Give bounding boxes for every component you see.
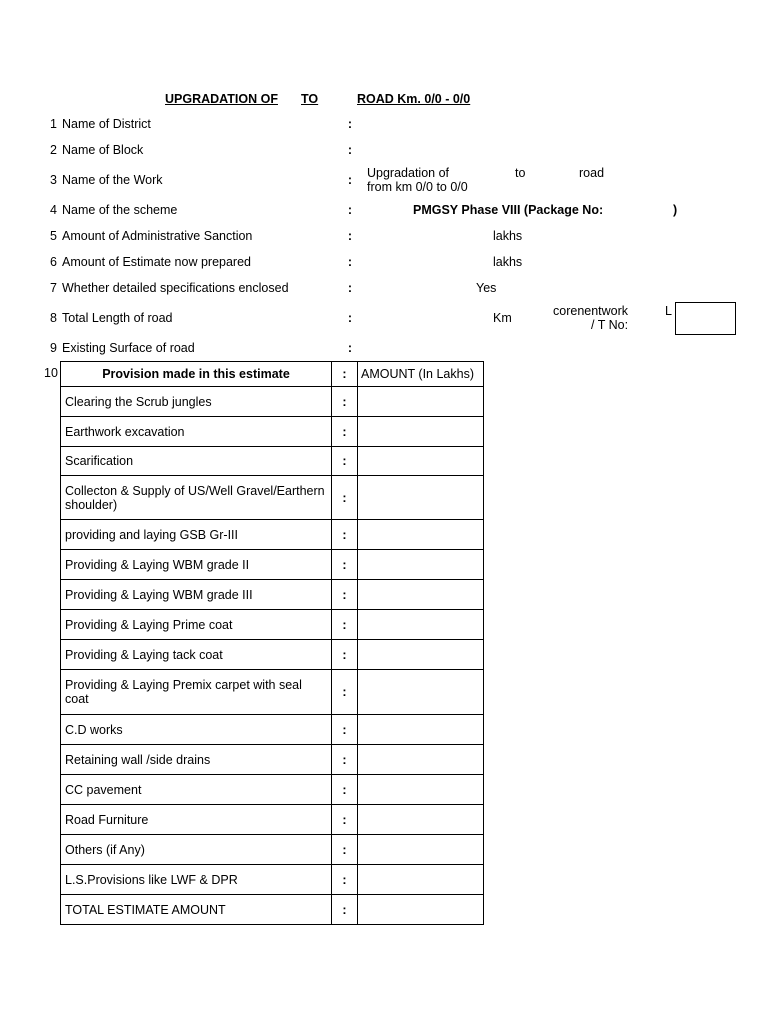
provision-item-label: Scarification — [61, 447, 332, 476]
row-number-4: 4 — [50, 203, 57, 217]
provision-item-colon: : — [332, 387, 358, 417]
scheme-close-paren: ) — [673, 203, 678, 217]
provision-item-label: providing and laying GSB Gr-III — [61, 520, 332, 550]
provision-header-label: Provision made in this estimate — [61, 362, 332, 387]
row-number-9: 9 — [50, 341, 57, 355]
row-colon-2: : — [347, 143, 353, 157]
table-row — [61, 715, 484, 745]
provision-header-colon: : — [332, 362, 358, 387]
row-label-district: Name of District — [62, 117, 151, 131]
row-colon-5: : — [347, 229, 353, 243]
row-colon-7: : — [347, 281, 353, 295]
table-row — [61, 610, 484, 640]
provision-item-label: Providing & Laying Prime coat — [61, 610, 332, 640]
table-row — [61, 895, 484, 925]
provision-item-amount-cell[interactable] — [358, 417, 484, 447]
provision-item-colon: : — [332, 805, 358, 835]
table-row — [61, 447, 484, 476]
estimate-unit: lakhs — [493, 255, 523, 269]
provision-item-colon: : — [332, 610, 358, 640]
row-number-6: 6 — [50, 255, 57, 269]
provision-header-amount: AMOUNT (In Lakhs) — [358, 362, 484, 387]
row-colon-8: : — [347, 311, 353, 325]
provision-item-label: L.S.Provisions like LWF & DPR — [61, 865, 332, 895]
provision-item-label: Providing & Laying WBM grade III — [61, 580, 332, 610]
provision-item-label: CC pavement — [61, 775, 332, 805]
row-number-1: 1 — [50, 117, 57, 131]
provision-item-amount-cell[interactable] — [358, 476, 484, 520]
title-part-upgradation: UPGRADATION OF — [165, 92, 278, 106]
table-row — [61, 476, 484, 520]
provision-item-amount-cell[interactable] — [358, 835, 484, 865]
work-value-to: to — [515, 166, 526, 180]
row-label-block: Name of Block — [62, 143, 144, 157]
row-colon-1: : — [347, 117, 353, 131]
corenetwork-label: corenentwork — [553, 304, 629, 318]
provision-item-colon: : — [332, 835, 358, 865]
provision-item-colon: : — [332, 550, 358, 580]
row-label-scheme: Name of the scheme — [62, 203, 178, 217]
table-row — [61, 865, 484, 895]
provision-item-amount-cell[interactable] — [358, 550, 484, 580]
work-value-upgradation-of: Upgradation of — [367, 166, 450, 180]
table-row — [61, 550, 484, 580]
provision-item-label: Road Furniture — [61, 805, 332, 835]
row-colon-4: : — [347, 203, 353, 217]
provision-item-label: TOTAL ESTIMATE AMOUNT — [61, 895, 332, 925]
provision-item-label: Clearing the Scrub jungles — [61, 387, 332, 417]
provision-item-amount-cell[interactable] — [358, 670, 484, 715]
corenetwork-L: L — [665, 304, 672, 318]
length-unit: Km — [493, 311, 512, 325]
provision-item-amount-cell[interactable] — [358, 520, 484, 550]
title-part-road-km: ROAD Km. 0/0 - 0/0 — [357, 92, 471, 106]
scheme-value: PMGSY Phase VIII (Package No: — [413, 203, 604, 217]
work-value-km-range: from km 0/0 to 0/0 — [367, 180, 468, 194]
provision-item-colon: : — [332, 670, 358, 715]
table-row — [61, 387, 484, 417]
row-colon-9: : — [347, 341, 353, 355]
provision-item-label: Providing & Laying tack coat — [61, 640, 332, 670]
row-number-10: 10 — [44, 366, 58, 380]
table-row — [61, 520, 484, 550]
provision-item-colon: : — [332, 580, 358, 610]
provision-item-colon: : — [332, 895, 358, 925]
row-label-admin-sanction: Amount of Administrative Sanction — [62, 229, 253, 243]
provision-item-label: Earthwork excavation — [61, 417, 332, 447]
row-label-existing-surface: Existing Surface of road — [62, 341, 195, 355]
row-label-specifications: Whether detailed specifications enclosed — [62, 281, 289, 295]
provision-item-amount-cell[interactable] — [358, 745, 484, 775]
table-row — [61, 580, 484, 610]
table-row — [61, 417, 484, 447]
provision-item-amount-cell[interactable] — [358, 775, 484, 805]
row-label-estimate: Amount of Estimate now prepared — [62, 255, 251, 269]
row-label-work: Name of the Work — [62, 173, 163, 187]
admin-sanction-unit: lakhs — [493, 229, 523, 243]
provision-item-label: Retaining wall /side drains — [61, 745, 332, 775]
row-number-8: 8 — [50, 311, 57, 325]
corenetwork-number-box[interactable] — [675, 302, 736, 335]
row-colon-6: : — [347, 255, 353, 269]
row-number-2: 2 — [50, 143, 57, 157]
provision-item-colon: : — [332, 745, 358, 775]
table-row — [61, 745, 484, 775]
provision-item-label: Collecton & Supply of US/Well Gravel/Earthern shoulder) — [61, 476, 332, 520]
provision-header-row — [61, 362, 484, 387]
row-number-3: 3 — [50, 173, 57, 187]
row-label-length: Total Length of road — [62, 311, 173, 325]
provision-item-amount-cell[interactable] — [358, 387, 484, 417]
provision-item-colon: : — [332, 447, 358, 476]
table-row — [61, 835, 484, 865]
provision-item-colon: : — [332, 476, 358, 520]
provision-item-amount-cell[interactable] — [358, 640, 484, 670]
provision-table — [60, 361, 484, 925]
provision-item-amount-cell[interactable] — [358, 895, 484, 925]
row-number-7: 7 — [50, 281, 57, 295]
provision-item-amount-cell[interactable] — [358, 805, 484, 835]
provision-item-amount-cell[interactable] — [358, 447, 484, 476]
provision-item-label: Others (if Any) — [61, 835, 332, 865]
provision-item-label: Providing & Laying WBM grade II — [61, 550, 332, 580]
table-row — [61, 640, 484, 670]
provision-item-colon: : — [332, 520, 358, 550]
provision-item-colon: : — [332, 865, 358, 895]
row-colon-3: : — [347, 173, 353, 187]
provision-item-amount-cell[interactable] — [358, 580, 484, 610]
row-number-5: 5 — [50, 229, 57, 243]
provision-item-label: C.D works — [61, 715, 332, 745]
provision-item-colon: : — [332, 715, 358, 745]
table-row — [61, 670, 484, 715]
provision-item-colon: : — [332, 775, 358, 805]
provision-item-amount-cell[interactable] — [358, 610, 484, 640]
provision-item-amount-cell[interactable] — [358, 715, 484, 745]
provision-item-label: Providing & Laying Premix carpet with seal coat — [61, 670, 332, 715]
specifications-value: Yes — [476, 281, 497, 295]
table-row — [61, 805, 484, 835]
provision-item-colon: : — [332, 640, 358, 670]
title-part-to: TO — [301, 92, 319, 106]
provision-item-colon: : — [332, 417, 358, 447]
provision-item-amount-cell[interactable] — [358, 865, 484, 895]
work-value-road: road — [579, 166, 605, 180]
table-row — [61, 775, 484, 805]
corenetwork-tno-label: / T No: — [591, 318, 629, 332]
